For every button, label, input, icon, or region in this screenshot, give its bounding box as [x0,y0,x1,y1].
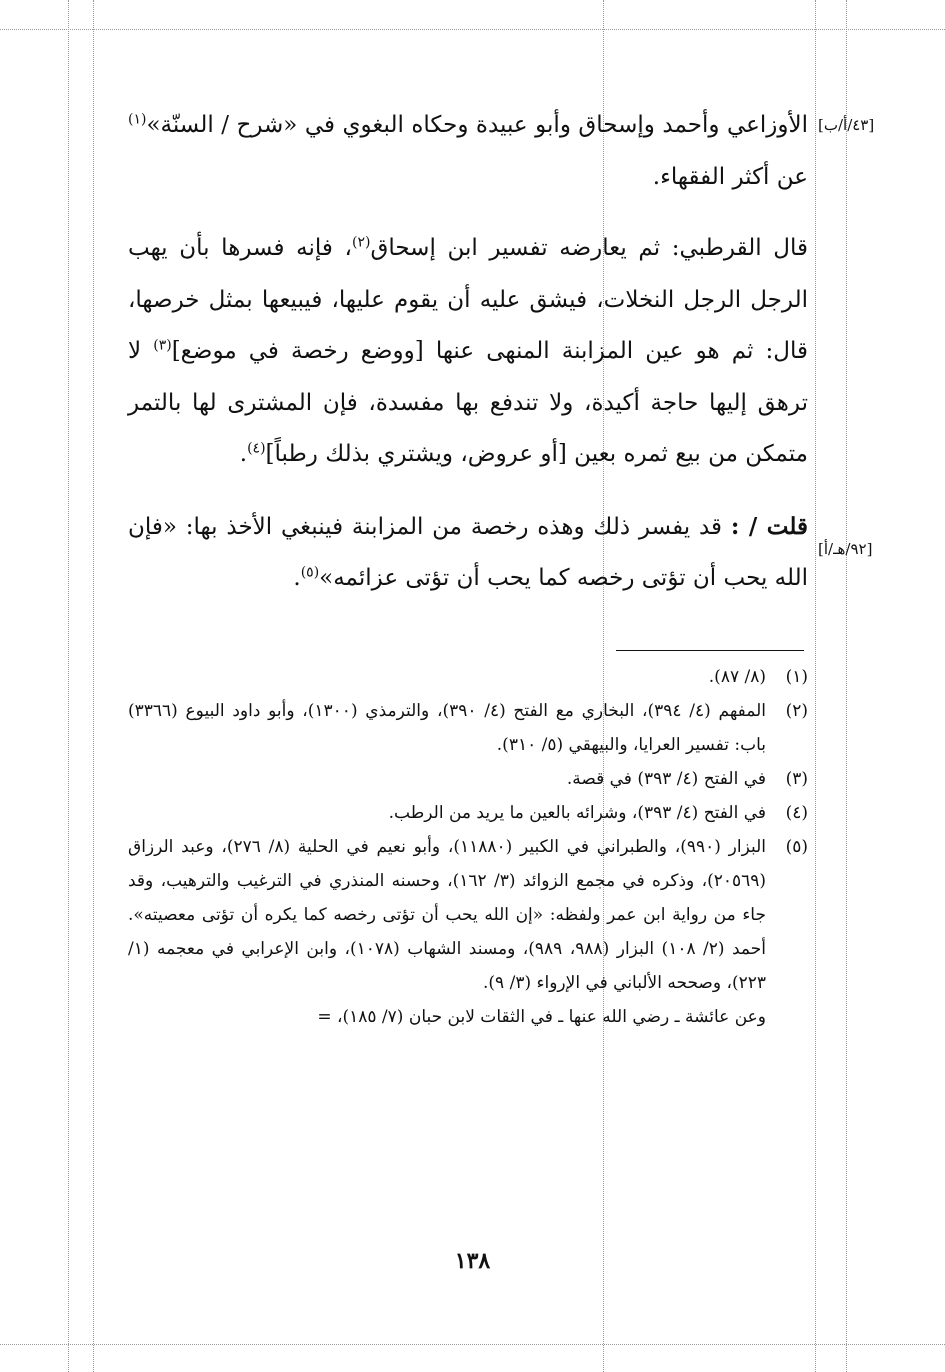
footnote-ref: (٣) [153,337,172,354]
paragraph-1 [128,100,808,203]
footnote-item [128,762,808,796]
footnote-item [128,796,808,830]
guide-line [0,1344,945,1345]
footnote-item [128,830,808,1000]
guide-line [0,29,945,30]
paragraph-2-text: لا ترهق إليها حاجة أكيدة، ولا تندفع بها مفسدة، فإن المشترى لها بالتمر متمكن من بيع ثمره بعين [أو عروض، ويشتري بذلك رطباً] [128,338,808,467]
footnote-text: (٨/ ٨٧). [708,667,766,687]
footnote-item [128,694,808,762]
guide-line [68,0,69,1372]
footnote-ref: (١) [128,111,147,128]
paragraph-3 [128,501,808,605]
footnote-item [128,660,808,694]
guide-line [93,0,94,1372]
paragraph-2-text: ، فإنه فسرها بأن يهب الرجل الرجل النخلات، فيشق عليه أن يقوم عليها، فيبيعها بمثل خرصها، قال: ثم هو عين المزابنة المنهى عنها [ووضع رخصة في موضع] [128,235,808,364]
paragraph-3-tail: . [293,565,301,591]
footnote-ref: (٤) [247,440,266,457]
footnote-number: (٤) [785,803,808,823]
footnote-separator [616,650,804,651]
footnote-text: البزار (٩٩٠)، والطبراني في الكبير (١١٨٨٠)، وأبو نعيم في الحلية (٨/ ٢٧٦)، وعبد الرزاق (٢٠٥٦٩)، وذكره في مجمع الزوائد (٣/ ١٦٢)، وحسنه المنذري في الترغيب والترهيب، وقد جاء من رواية ابن عمر ولفظه: «إن الله يحب أن تؤتى رخصه كما يكره أن تؤتى معصيته». أحمد (٢/ ١٠٨) البزار (٩٨٨، ٩٨٩)، ومسند الشهاب (١٠٧٨)، وابن الإعرابي في معجمه (١/ ٢٢٣)، وصححه الألباني في الإرواء (٣/ ٩). [128,837,766,993]
paragraph-1-tail: عن أكثر الفقهاء. [652,163,808,190]
guide-line [815,0,816,1372]
footnote-number: (٥) [785,837,808,857]
footnote-text: في الفتح (٤/ ٣٩٣) في قصة. [566,769,766,789]
footnote-number: (٣) [785,769,808,789]
paragraph-2 [128,223,808,481]
margin-reference-top: [٤٣/أ/ب] [818,116,875,134]
footnote-ref: (٢) [352,234,371,251]
footnote-text: المفهم (٤/ ٣٩٤)، البخاري مع الفتح (٤/ ٣٩٠)، والترمذي (١٣٠٠)، وأبو داود البيوع (٣٣٦٦) باب: تفسير العرايا، والبيهقي (٥/ ٣١٠). [128,701,766,755]
page-number: ١٣٨ [454,1248,491,1274]
footnote-text: في الفتح (٤/ ٣٩٣)، وشرائه بالعين ما يريد من الرطب. [388,803,766,823]
paragraph-1-text: الأوزاعي وأحمد وإسحاق وأبو عبيدة وحكاه البغوي في «شرح / السنّة» [146,112,808,138]
footnotes [128,660,808,1034]
footnote-number: (٢) [785,701,808,721]
paragraph-3-text: قد يفسر ذلك وهذه رخصة من المزابنة فينبغي الأخذ بها: «فإن الله يحب أن تؤتى رخصه كما يحب أن تؤتى عزائمه» [128,513,808,591]
paragraph-3-lead: قلت / : [730,512,808,540]
paragraph-2-text: قال القرطبي: ثم يعارضه تفسير ابن إسحاق [370,235,808,261]
main-text [128,100,808,605]
footnote-ref: (٥) [300,564,320,581]
footnote-continuation: وعن عائشة ـ رضي الله عنها ـ في الثقات لابن حبان (٧/ ١٨٥)، = [317,1007,766,1027]
guide-line [846,0,847,1372]
paragraph-2-text: . [239,441,248,467]
footnote-number: (١) [785,667,808,687]
margin-reference-middle: [٩٢/هـ/أ] [818,540,873,558]
